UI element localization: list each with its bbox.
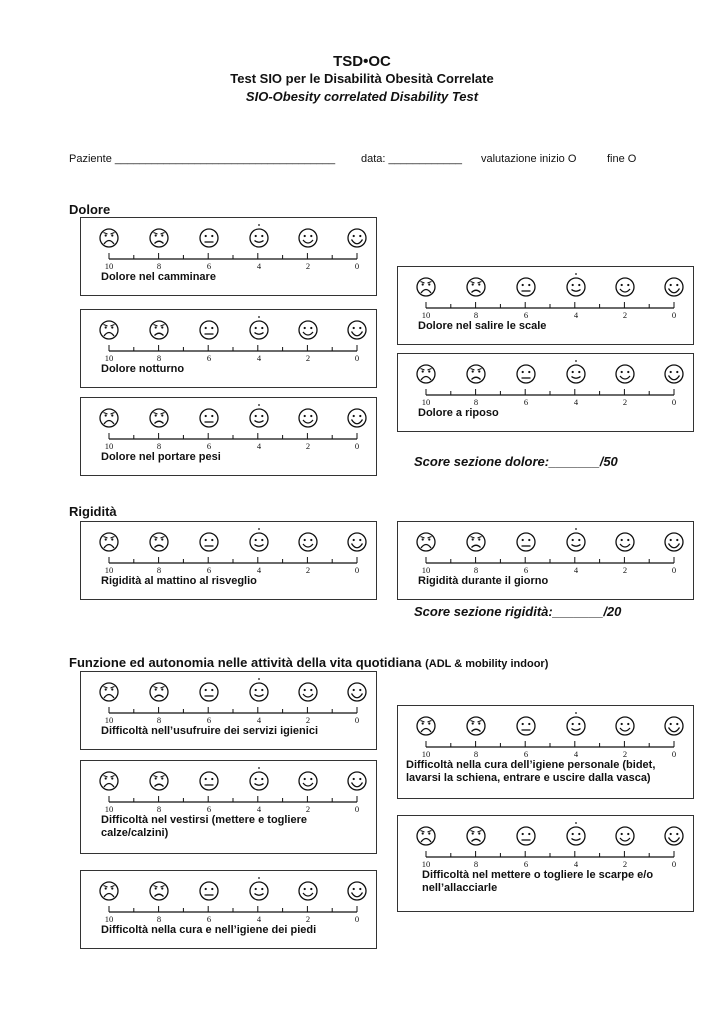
tick-label: 10 [421,310,431,319]
tick-label: 4 [573,310,579,319]
sad-face-icon[interactable] [150,229,168,247]
sad-face-icon[interactable] [467,365,485,383]
happy-face-icon[interactable] [348,772,366,790]
scale-graphic [81,522,378,574]
scale-label: Difficoltà nell’usufruire dei servizi igienici [101,725,318,737]
smile-face-icon[interactable] [616,827,634,845]
happy-face-icon[interactable] [348,229,366,247]
function-dressing-scale[interactable] [80,760,377,854]
section-title-function-main: Funzione ed autonomia nelle attività della vita quotidiana [69,655,422,670]
pain-walking-scale[interactable] [80,217,377,296]
happy-face-icon[interactable] [665,827,683,845]
tick-label: 6 [523,310,529,319]
neutral-face-icon[interactable] [200,772,218,790]
tick-label: 8 [156,565,162,574]
tick-label: 0 [671,859,677,868]
scale-label: Difficoltà nel mettere o togliere le scarpe e/o nell’allacciarle [422,869,654,894]
sad-face-icon[interactable] [150,533,168,551]
sad-face-icon[interactable] [467,717,485,735]
scale-graphic [81,871,378,923]
slight-smile-face-icon[interactable] [250,877,268,900]
tick-label: 4 [573,565,579,574]
slight-smile-face-icon[interactable] [567,528,585,551]
tick-label: 4 [256,914,262,923]
evaluation-end-option[interactable]: fine O [607,153,637,165]
neutral-face-icon[interactable] [517,827,535,845]
tick-label: 10 [104,353,114,362]
tick-label: 0 [354,353,360,362]
tick-label: 4 [573,859,579,868]
tick-label: 0 [354,261,360,270]
smile-face-icon[interactable] [299,683,317,701]
neutral-face-icon[interactable] [200,683,218,701]
scale-ruler[interactable] [426,302,674,308]
tick-label: 6 [206,353,212,362]
slight-smile-face-icon[interactable] [250,224,268,247]
tick-label: 8 [473,310,479,319]
tick-label: 6 [523,859,529,868]
function-toilet-scale[interactable] [80,671,377,750]
stiffness-score[interactable]: Score sezione rigidità:_______/20 [414,604,622,619]
page-subtitle-english: SIO-Obesity correlated Disability Test [245,89,479,104]
happy-face-icon[interactable] [665,365,683,383]
tick-label: 4 [256,715,262,724]
neutral-face-icon[interactable] [517,717,535,735]
sad-face-icon[interactable] [150,683,168,701]
pain-rest-scale[interactable] [397,353,694,432]
scale-ruler[interactable] [109,796,357,802]
neutral-face-icon[interactable] [517,365,535,383]
tick-label: 6 [206,914,212,923]
scale-graphic [81,398,378,450]
tick-label: 2 [305,565,311,574]
slight-smile-face-icon[interactable] [567,273,585,296]
smile-face-icon[interactable] [299,533,317,551]
tick-label: 2 [305,715,311,724]
tick-label: 8 [156,261,162,270]
smile-face-icon[interactable] [299,321,317,339]
tick-label: 6 [206,441,212,450]
very-sad-face-icon[interactable] [100,321,118,339]
tick-label: 2 [305,353,311,362]
scale-graphic [398,706,695,758]
sad-face-icon[interactable] [150,882,168,900]
function-foot-care-scale[interactable] [80,870,377,949]
smile-face-icon[interactable] [616,717,634,735]
scale-graphic [398,354,695,406]
tick-label: 6 [523,749,529,758]
tick-label: 2 [305,804,311,813]
smile-face-icon[interactable] [299,409,317,427]
slight-smile-face-icon[interactable] [250,678,268,701]
tick-label: 10 [421,859,431,868]
very-sad-face-icon[interactable] [417,365,435,383]
pain-night-scale[interactable] [80,309,377,388]
evaluation-start-option[interactable]: valutazione inizio O [481,153,577,165]
happy-face-icon[interactable] [665,278,683,296]
tick-label: 0 [671,397,677,406]
neutral-face-icon[interactable] [517,278,535,296]
scale-ruler[interactable] [426,557,674,563]
scale-label: Difficoltà nel vestirsi (mettere e togliere calze/calzini) [101,814,308,839]
scale-graphic [81,761,378,813]
tick-label: 0 [671,310,677,319]
tick-label: 4 [256,261,262,270]
tick-label: 10 [104,804,114,813]
scale-label: Difficoltà nella cura e nell’igiene dei piedi [101,924,317,936]
function-personal-hygiene-scale[interactable] [397,705,694,799]
sad-face-icon[interactable] [467,827,485,845]
tick-label: 10 [104,914,114,923]
tick-label: 4 [256,565,262,574]
neutral-face-icon[interactable] [517,533,535,551]
scale-graphic [398,267,695,319]
smile-face-icon[interactable] [616,278,634,296]
section-title-stiffness: Rigidità [69,504,117,519]
neutral-face-icon[interactable] [200,409,218,427]
tick-label: 2 [622,397,628,406]
scale-graphic [81,672,378,724]
patient-field[interactable]: Paziente ____________________________________ [69,153,336,165]
tick-label: 8 [156,914,162,923]
tick-label: 0 [354,914,360,923]
tick-label: 8 [473,397,479,406]
scale-label: Dolore nel camminare [101,271,216,283]
scale-graphic [398,816,695,868]
section-title-pain: Dolore [69,202,111,217]
slight-smile-face-icon[interactable] [250,316,268,339]
happy-face-icon[interactable] [665,717,683,735]
happy-face-icon[interactable] [348,882,366,900]
tick-label: 0 [671,749,677,758]
tick-label: 2 [622,749,628,758]
happy-face-icon[interactable] [348,409,366,427]
very-sad-face-icon[interactable] [100,683,118,701]
tick-label: 6 [206,261,212,270]
smile-face-icon[interactable] [299,772,317,790]
scale-label: Dolore notturno [101,363,185,375]
section-title-function [69,655,548,670]
stiffness-morning-scale[interactable] [80,521,377,600]
scale-graphic [398,522,695,574]
sad-face-icon[interactable] [467,278,485,296]
scale-graphic [81,218,378,270]
tick-label: 10 [104,715,114,724]
tick-label: 4 [256,353,262,362]
very-sad-face-icon[interactable] [417,533,435,551]
slight-smile-face-icon[interactable] [567,822,585,845]
tick-label: 10 [421,397,431,406]
scale-ruler[interactable] [426,851,674,857]
page-title: TSD•OC [333,53,391,70]
tick-label: 2 [622,859,628,868]
tick-label: 10 [421,565,431,574]
happy-face-icon[interactable] [348,321,366,339]
tick-label: 2 [622,565,628,574]
pain-score[interactable]: Score sezione dolore:_______/50 [414,454,618,469]
tick-label: 0 [354,565,360,574]
neutral-face-icon[interactable] [200,882,218,900]
section-title-function-note: (ADL & mobility indoor) [425,658,549,670]
tick-label: 4 [573,397,579,406]
tick-label: 6 [206,565,212,574]
scale-ruler[interactable] [109,253,357,259]
sad-face-icon[interactable] [467,533,485,551]
tick-label: 8 [156,804,162,813]
very-sad-face-icon[interactable] [417,827,435,845]
tick-label: 10 [104,441,114,450]
scale-label: Dolore nel portare pesi [101,451,221,463]
tick-label: 10 [421,749,431,758]
tick-label: 10 [104,261,114,270]
happy-face-icon[interactable] [348,683,366,701]
scale-label: Rigidità al mattino al risveglio [101,575,257,587]
very-sad-face-icon[interactable] [100,533,118,551]
tick-label: 8 [156,715,162,724]
scale-ruler[interactable] [109,433,357,439]
tick-label: 4 [256,804,262,813]
tick-label: 6 [206,804,212,813]
neutral-face-icon[interactable] [200,321,218,339]
tick-label: 2 [305,441,311,450]
happy-face-icon[interactable] [665,533,683,551]
very-sad-face-icon[interactable] [100,882,118,900]
tick-label: 2 [305,914,311,923]
happy-face-icon[interactable] [348,533,366,551]
slight-smile-face-icon[interactable] [250,767,268,790]
slight-smile-face-icon[interactable] [250,404,268,427]
slight-smile-face-icon[interactable] [250,528,268,551]
tick-label: 4 [573,749,579,758]
tick-label: 8 [473,859,479,868]
page-subtitle: Test SIO per le Disabilità Obesità Correlate [230,71,494,86]
very-sad-face-icon[interactable] [417,278,435,296]
tick-label: 2 [305,261,311,270]
tick-label: 0 [354,804,360,813]
tick-label: 8 [156,441,162,450]
tick-label: 8 [156,353,162,362]
pain-stairs-scale[interactable] [397,266,694,345]
very-sad-face-icon[interactable] [100,772,118,790]
sad-face-icon[interactable] [150,321,168,339]
tick-label: 0 [354,715,360,724]
neutral-face-icon[interactable] [200,533,218,551]
scale-ruler[interactable] [426,389,674,395]
date-field[interactable]: data: ____________ [361,153,462,165]
scale-label: Dolore a riposo [418,407,499,419]
tick-label: 4 [256,441,262,450]
tick-label: 2 [622,310,628,319]
scale-label: Dolore nel salire le scale [418,320,547,332]
smile-face-icon[interactable] [616,533,634,551]
tick-label: 8 [473,565,479,574]
smile-face-icon[interactable] [616,365,634,383]
smile-face-icon[interactable] [299,229,317,247]
scale-ruler[interactable] [109,557,357,563]
slight-smile-face-icon[interactable] [567,712,585,735]
scale-graphic [81,310,378,362]
smile-face-icon[interactable] [299,882,317,900]
tick-label: 0 [354,441,360,450]
scale-ruler[interactable] [109,345,357,351]
scale-ruler[interactable] [109,707,357,713]
sad-face-icon[interactable] [150,409,168,427]
very-sad-face-icon[interactable] [100,409,118,427]
very-sad-face-icon[interactable] [100,229,118,247]
tick-label: 6 [206,715,212,724]
function-shoes-scale[interactable] [397,815,694,912]
scale-label: Rigidità durante il giorno [418,575,549,587]
neutral-face-icon[interactable] [200,229,218,247]
stiffness-day-scale[interactable] [397,521,694,600]
very-sad-face-icon[interactable] [417,717,435,735]
tick-label: 6 [523,565,529,574]
sad-face-icon[interactable] [150,772,168,790]
scale-ruler[interactable] [426,741,674,747]
pain-carrying-scale[interactable] [80,397,377,476]
scale-label: Difficoltà nella cura dell’igiene personale (bidet, lavarsi la schiena, entrare e uscire dalla vasca) [406,759,656,784]
tick-label: 8 [473,749,479,758]
scale-ruler[interactable] [109,906,357,912]
tick-label: 0 [671,565,677,574]
tick-label: 6 [523,397,529,406]
tick-label: 10 [104,565,114,574]
slight-smile-face-icon[interactable] [567,360,585,383]
